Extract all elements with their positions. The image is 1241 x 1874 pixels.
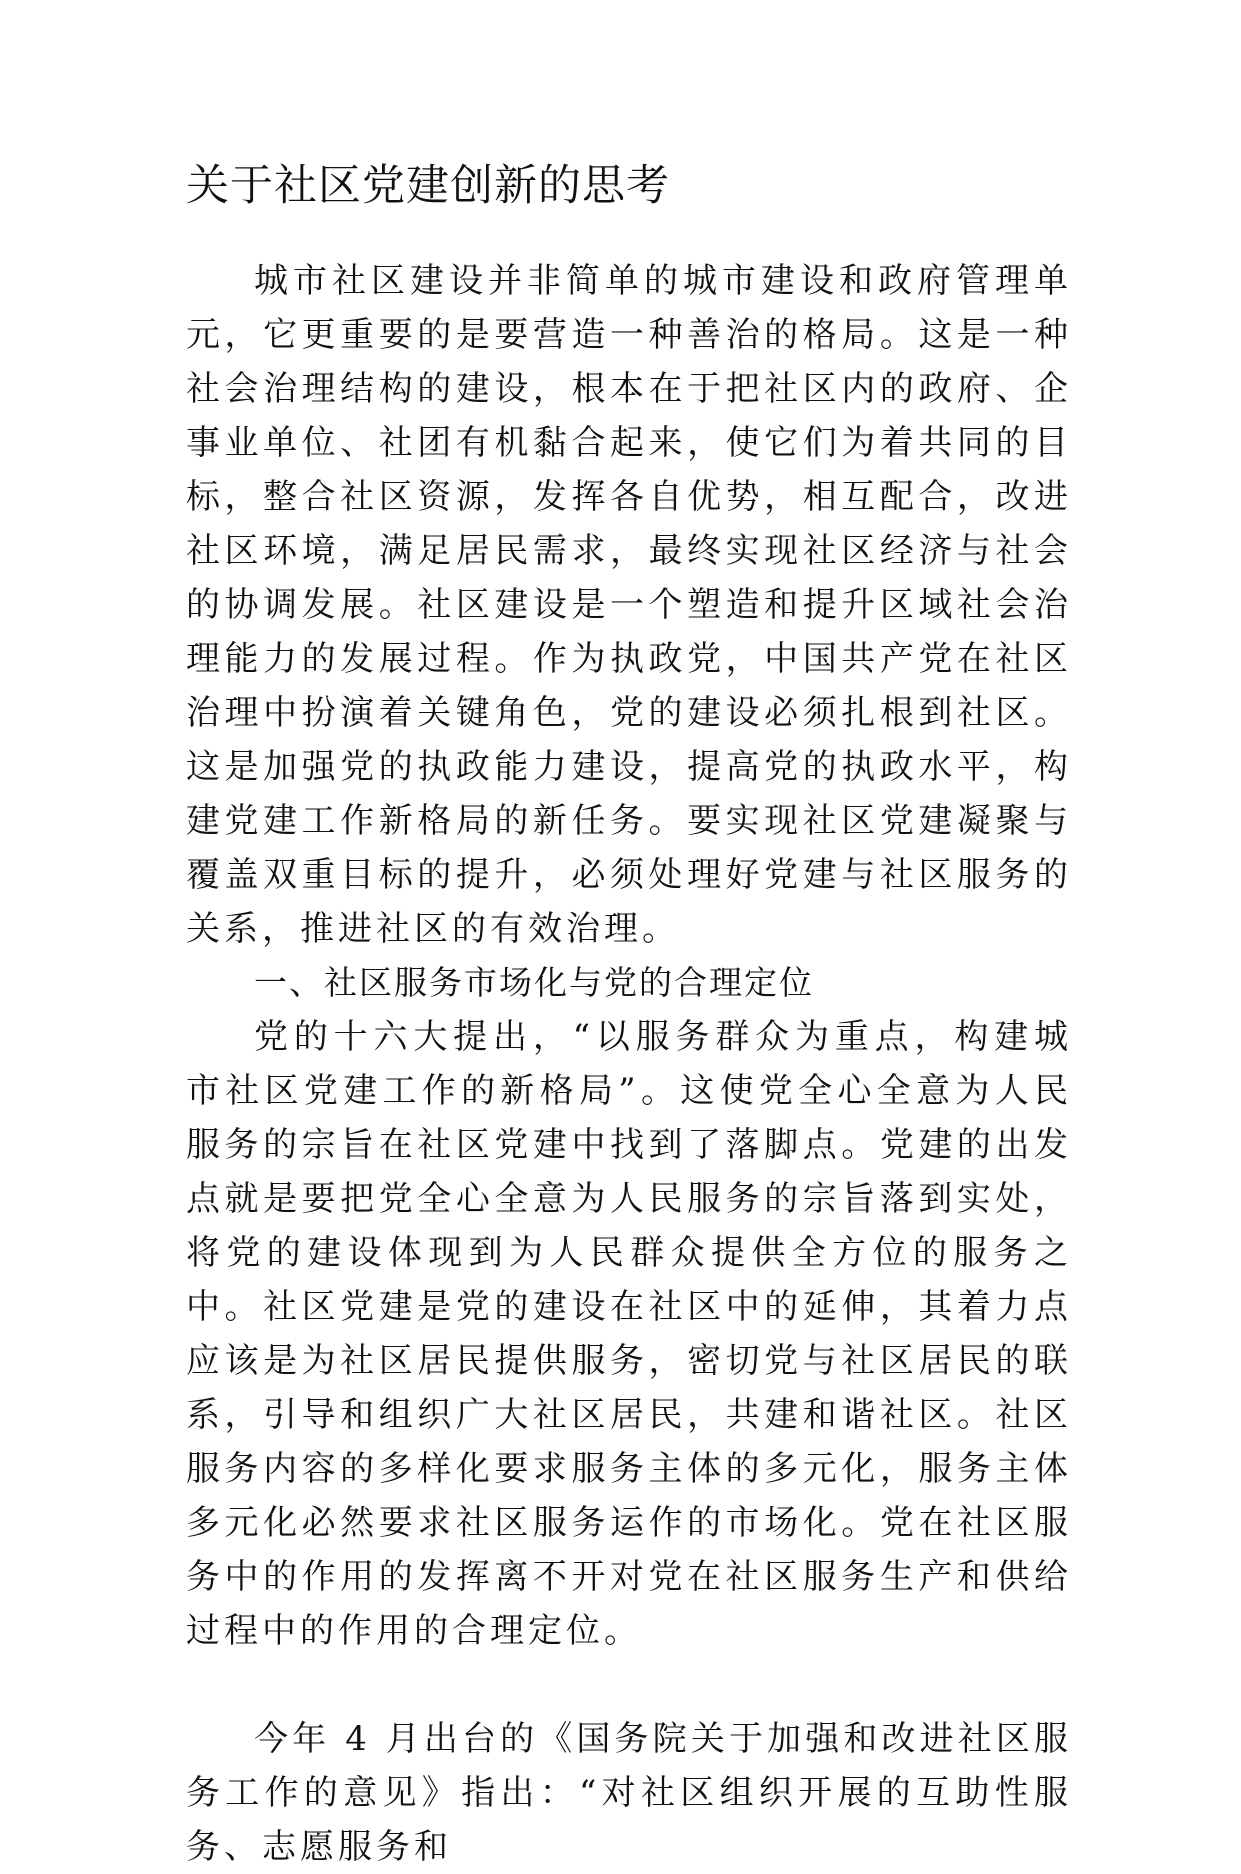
body-paragraph-2: 党的十六大提出，“以服务群众为重点，构建城市社区党建工作的新格局”。这使党全心全意为人民服务的宗旨在社区党建中找到了落脚点。党建的出发点就是要把党全心全意为人民服务的宗旨落到实处，将党的建设体现到为人民群众提供全方位的服务之中。社区党建是党的建设在社区中的延伸，其着力点应该是为社区居民提供服务，密切党与社区居民的联系，引导和组织广大社区居民，共建和谐社区。社区服务内容的多样化要求服务主体的多元化，服务主体多元化必然要求社区服务运作的市场化。党在社区服务中的作用的发挥离不开对党在社区服务生产和供给过程中的作用的合理定位。	[186, 1017, 1072, 1651]
document-title: 关于社区党建创新的思考	[186, 161, 670, 211]
section-heading-1: 一、社区服务市场化与党的合理定位	[254, 963, 814, 1002]
document-body	[186, 254, 1072, 1874]
body-paragraph-1: 城市社区建设并非简单的城市建设和政府管理单元，它更重要的是要营造一种善治的格局。这是一种社会治理结构的建设，根本在于把社区内的政府、企事业单位、社团有机黏合起来，使它们为着共同的目标，整合社区资源，发挥各自优势，相互配合，改进社区环境，满足居民需求，最终实现社区经济与社会的协调发展。社区建设是一个塑造和提升区域社会治理能力的发展过程。作为执政党，中国共产党在社区治理中扮演着关键角色，党的建设必须扎根到社区。这是加强党的执政能力建设，提高党的执政水平，构建党建工作新格局的新任务。要实现社区党建凝聚与覆盖双重目标的提升，必须处理好党建与社区服务的关系，推进社区的有效治理。	[186, 261, 1072, 949]
body-paragraph-3: 今年 4 月出台的《国务院关于加强和改进社区服务工作的意见》指出：“对社区组织开展的互助性服务、志愿服务和	[186, 1719, 1072, 1867]
